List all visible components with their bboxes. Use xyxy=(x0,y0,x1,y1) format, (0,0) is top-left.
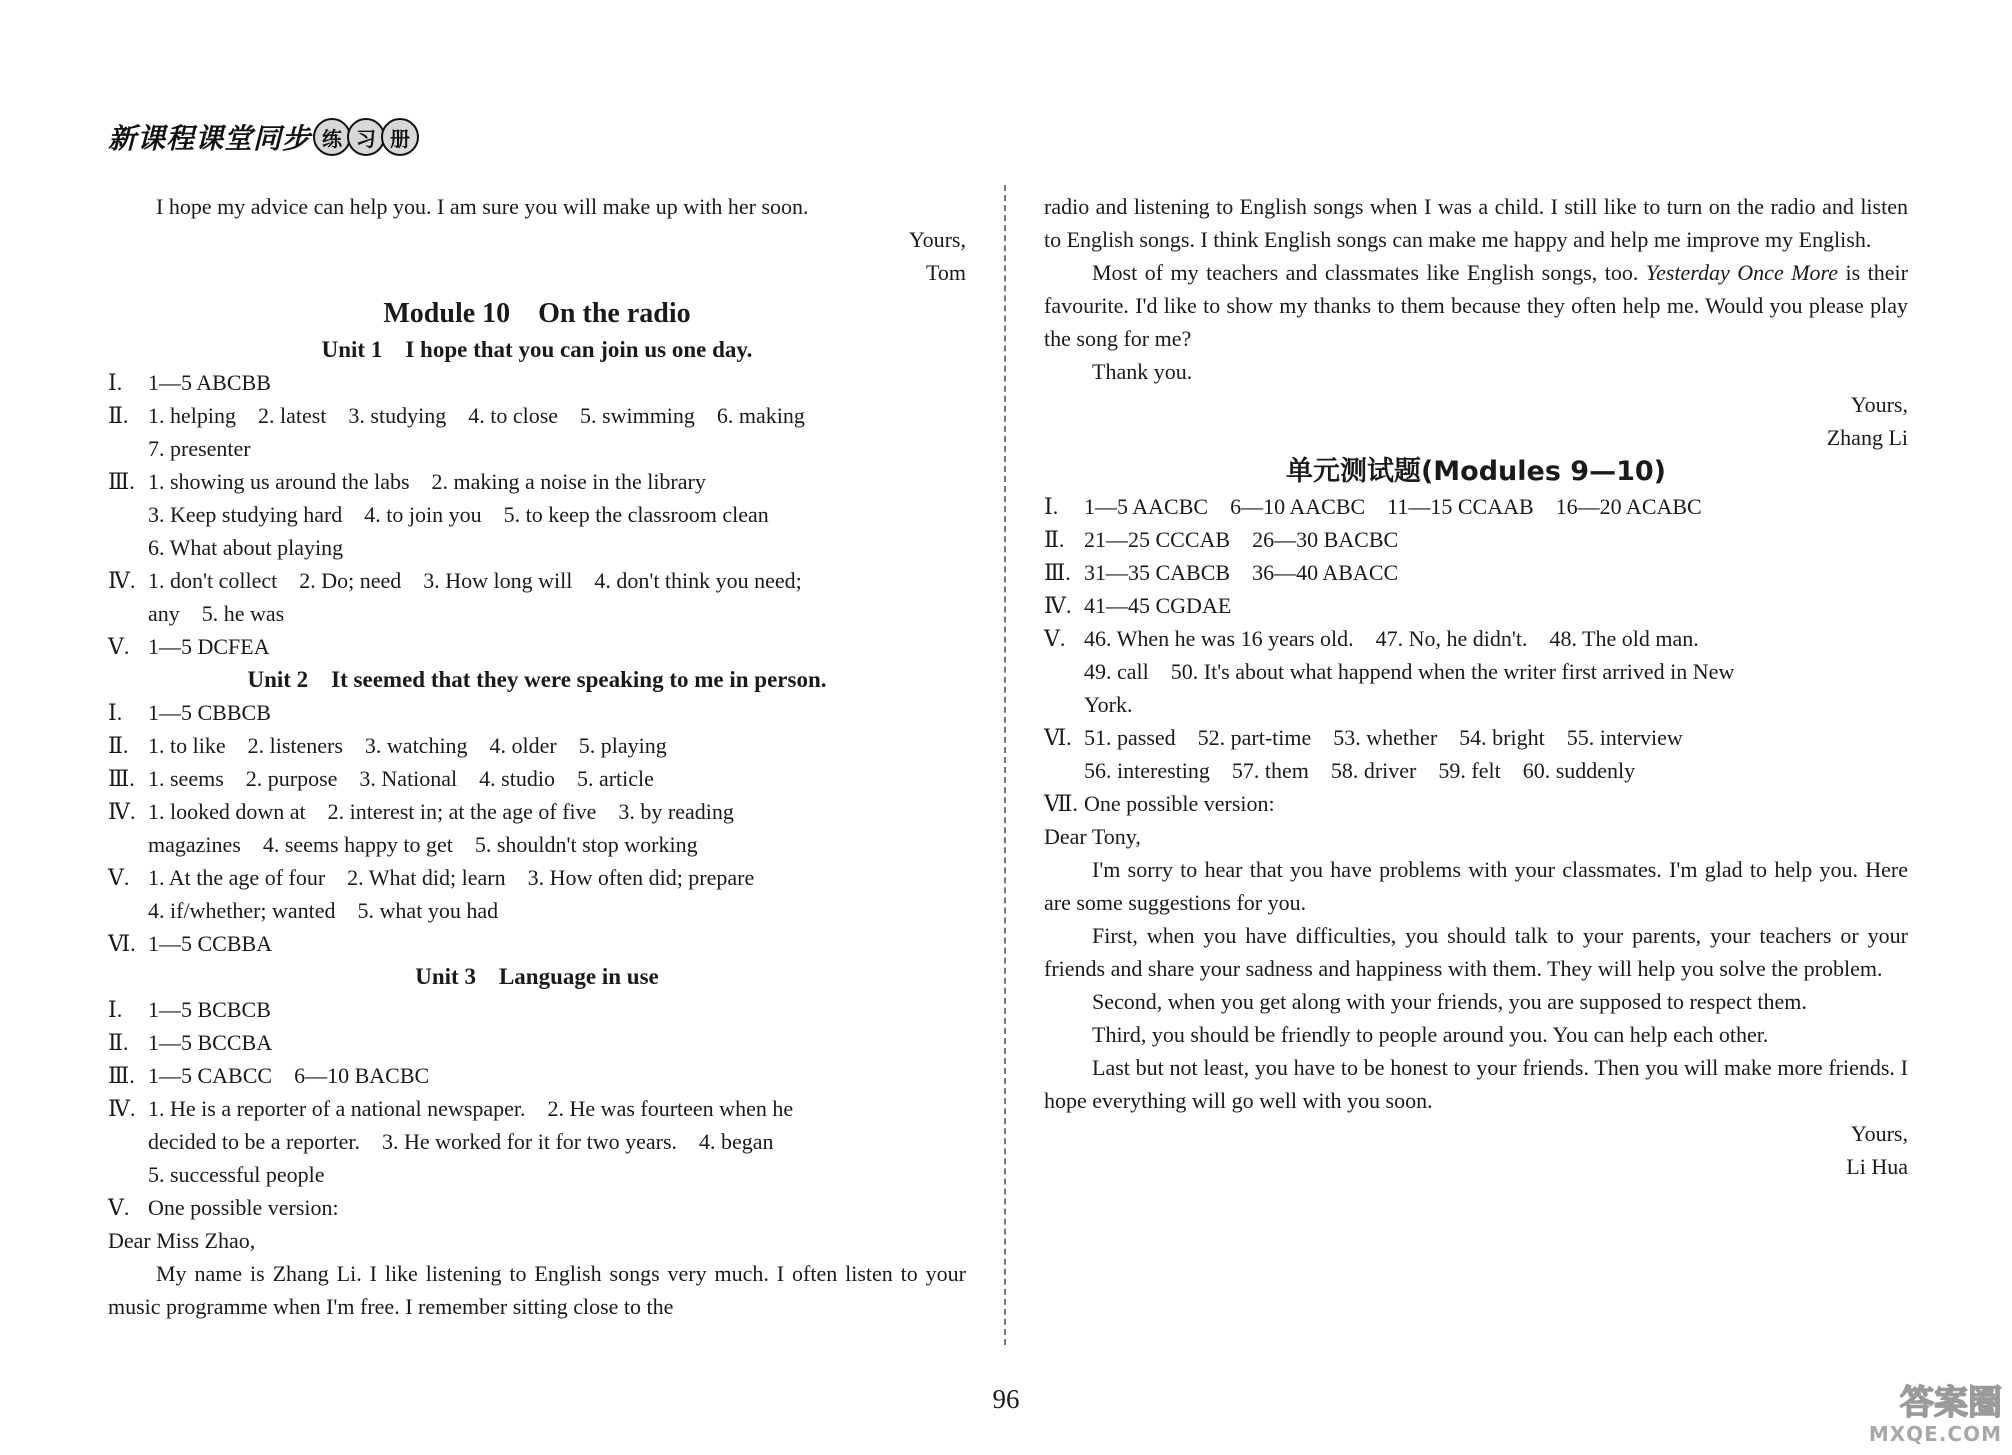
test-answers xyxy=(1044,490,1908,820)
letter-continuation: radio and listening to English songs when I was a child. I still like to turn on the radio and listen to English songs. I think English songs can make me happy and help me improve my English. xyxy=(1044,194,1908,252)
item-line: 1—5 DCFEA xyxy=(148,634,270,659)
letter-greeting: Dear Tony, xyxy=(1044,824,1141,849)
item-line: 1—5 CBBCB xyxy=(148,700,271,725)
item-line: 31—35 CABCB 36—40 ABACC xyxy=(1084,560,1399,585)
item-number: Ⅰ. xyxy=(108,700,123,725)
item-line: 1—5 AACBC 6—10 AACBC 11—15 CCAAB 16—20 ACABC xyxy=(1084,494,1702,519)
letter-closing: Yours, xyxy=(1850,392,1908,417)
item-line: any 5. he was xyxy=(148,601,285,626)
item-content xyxy=(148,795,966,861)
item-line: 1. don't collect 2. Do; need 3. How long will 4. don't think you need; xyxy=(148,568,802,593)
left-column xyxy=(108,190,966,1323)
item-number: Ⅶ. xyxy=(1044,791,1078,816)
item-line: decided to be a reporter. 3. He worked for it for two years. 4. began xyxy=(148,1129,774,1154)
letter-paragraph: First, when you have difficulties, you should talk to your parents, your teachers or your friends and share your sadness and happiness with them. They will help you solve the problem. xyxy=(1044,923,1908,981)
answer-item xyxy=(1044,622,1908,721)
answer-item xyxy=(108,399,966,465)
item-number: Ⅱ. xyxy=(108,733,129,758)
letter-paragraph: My name is Zhang Li. I like listening to English songs very much. I often listen to your music programme when I'm free. I remember sitting close to the xyxy=(108,1261,966,1319)
item-content xyxy=(148,1092,966,1191)
letter-paragraph-2 xyxy=(1044,256,1908,355)
item-line: 1. to like 2. listeners 3. watching 4. older 5. playing xyxy=(148,733,667,758)
item-content xyxy=(148,762,966,795)
item-content xyxy=(148,993,966,1026)
watermark-url: MXQE.COM xyxy=(1868,1422,2002,1446)
answer-item xyxy=(108,927,966,960)
item-line: 4. if/whether; wanted 5. what you had xyxy=(148,898,499,923)
unit2-answers xyxy=(108,696,966,960)
item-line: 21—25 CCCAB 26—30 BACBC xyxy=(1084,527,1399,552)
item-line: 3. Keep studying hard 4. to join you 5. to keep the classroom clean xyxy=(148,502,769,527)
item-number: Ⅱ. xyxy=(108,1030,129,1055)
answer-item xyxy=(1044,523,1908,556)
item-line: 46. When he was 16 years old. 47. No, he didn't. 48. The old man. xyxy=(1084,626,1699,651)
item-number: Ⅴ. xyxy=(108,1195,130,1220)
answer-item xyxy=(108,366,966,399)
unit1-title: Unit 1 I hope that you can join us one day. xyxy=(321,337,753,362)
book-brand-title: 新课程课堂同步 xyxy=(108,122,312,155)
item-content xyxy=(1084,556,1908,589)
item-number: Ⅰ. xyxy=(108,997,123,1022)
answer-item xyxy=(108,630,966,663)
item-number: Ⅲ. xyxy=(108,1063,135,1088)
item-number: Ⅳ. xyxy=(108,1096,136,1121)
item-number: Ⅴ. xyxy=(1044,626,1066,651)
answer-item xyxy=(108,696,966,729)
item-line: 1. At the age of four 2. What did; learn 3. How often did; prepare xyxy=(148,865,755,890)
answer-item xyxy=(108,993,966,1026)
unit1-answers xyxy=(108,366,966,663)
item-number: Ⅴ. xyxy=(108,865,130,890)
answer-item xyxy=(108,1191,966,1224)
item-content xyxy=(148,696,966,729)
answer-item xyxy=(1044,721,1908,787)
answer-item xyxy=(108,762,966,795)
item-number: Ⅲ. xyxy=(108,766,135,791)
item-content xyxy=(148,1191,966,1224)
answer-item xyxy=(108,465,966,564)
answer-item xyxy=(108,729,966,762)
answer-item xyxy=(1044,556,1908,589)
badge-3: 册 xyxy=(381,118,419,156)
letter-closing: Yours, xyxy=(1850,1121,1908,1146)
letter-closing: Yours, xyxy=(908,227,966,252)
letter-paragraph: Third, you should be friendly to people around you. You can help each other. xyxy=(1092,1022,1769,1047)
letter-signature: Li Hua xyxy=(1846,1154,1908,1179)
answer-item xyxy=(108,1092,966,1191)
item-line: 1—5 CABCC 6—10 BACBC xyxy=(148,1063,430,1088)
item-number: Ⅳ. xyxy=(108,568,136,593)
item-number: Ⅱ. xyxy=(1044,527,1065,552)
item-line: magazines 4. seems happy to get 5. shouldn't stop working xyxy=(148,832,698,857)
item-number: Ⅲ. xyxy=(108,469,135,494)
unit3-title: Unit 3 Language in use xyxy=(415,964,659,989)
item-line: 7. presenter xyxy=(148,436,251,461)
book-header xyxy=(108,112,419,162)
letter-paragraph: Last but not least, you have to be honest to your friends. Then you will make more friends. I hope everything will go well with you soon. xyxy=(1044,1055,1908,1113)
item-content xyxy=(148,564,966,630)
item-line: 1. seems 2. purpose 3. National 4. studio 5. article xyxy=(148,766,654,791)
item-line: 1—5 CCBBA xyxy=(148,931,273,956)
unit2-title: Unit 2 It seemed that they were speaking to me in person. xyxy=(247,667,827,692)
item-line: One possible version: xyxy=(148,1195,339,1220)
item-number: Ⅵ. xyxy=(108,931,136,956)
answer-item xyxy=(108,1059,966,1092)
item-content xyxy=(1084,787,1908,820)
right-column xyxy=(1044,190,1908,1183)
item-content xyxy=(148,465,966,564)
p2-end: is their favourite. I'd like to show my thanks to them because they often help me. Would you please play the song for me? xyxy=(1044,260,1908,351)
letter-thanks: Thank you. xyxy=(1092,359,1193,384)
item-content xyxy=(148,630,966,663)
item-line: One possible version: xyxy=(1084,791,1275,816)
brand-badges xyxy=(317,118,419,156)
answer-item xyxy=(108,861,966,927)
item-line: 1—5 BCCBA xyxy=(148,1030,273,1055)
item-line: 1. showing us around the labs 2. making a noise in the library xyxy=(148,469,706,494)
item-number: Ⅱ. xyxy=(108,403,129,428)
item-line: 49. call 50. It's about what happend when the writer first arrived in New xyxy=(1084,659,1735,684)
item-content xyxy=(1084,490,1908,523)
item-content xyxy=(1084,589,1908,622)
item-content xyxy=(1084,721,1908,787)
item-content xyxy=(1084,622,1908,721)
item-line: 1—5 ABCBB xyxy=(148,370,271,395)
column-divider xyxy=(1004,185,1006,1345)
page-number: 96 xyxy=(992,1384,1020,1414)
answer-item xyxy=(108,564,966,630)
item-number: Ⅳ. xyxy=(1044,593,1072,618)
item-content xyxy=(1084,523,1908,556)
item-line: 56. interesting 57. them 58. driver 59. felt 60. suddenly xyxy=(1084,758,1636,783)
item-content xyxy=(148,1059,966,1092)
site-watermark xyxy=(1812,1383,2002,1449)
song-title: Yesterday Once More xyxy=(1645,260,1839,285)
letter-paragraph: Second, when you get along with your friends, you are supposed to respect them. xyxy=(1092,989,1807,1014)
item-line: 1. looked down at 2. interest in; at the age of five 3. by reading xyxy=(148,799,734,824)
answer-item xyxy=(108,795,966,861)
item-line: 51. passed 52. part-time 53. whether 54. bright 55. interview xyxy=(1084,725,1683,750)
badge-1: 练 xyxy=(313,118,351,156)
letter-signature: Zhang Li xyxy=(1826,425,1908,450)
unit3-answers xyxy=(108,993,966,1224)
item-line: 1. helping 2. latest 3. studying 4. to close 5. swimming 6. making xyxy=(148,403,805,428)
p2-start: Most of my teachers and classmates like English songs, too. xyxy=(1092,260,1646,285)
item-number: Ⅰ. xyxy=(108,370,123,395)
item-number: Ⅵ. xyxy=(1044,725,1072,750)
letter-greeting: Dear Miss Zhao, xyxy=(108,1228,256,1253)
item-content xyxy=(148,729,966,762)
letter-end-paragraph: I hope my advice can help you. I am sure you will make up with her soon. xyxy=(156,194,809,219)
item-content xyxy=(148,861,966,927)
item-line: 1. He is a reporter of a national newspaper. 2. He was fourteen when he xyxy=(148,1096,794,1121)
badge-2: 习 xyxy=(347,118,385,156)
answer-item xyxy=(1044,787,1908,820)
item-content xyxy=(148,366,966,399)
item-number: Ⅴ. xyxy=(108,634,130,659)
letter-signature: Tom xyxy=(925,260,966,285)
answer-item xyxy=(1044,490,1908,523)
item-line: York. xyxy=(1084,692,1133,717)
unit-test-title: 单元测试题(Modules 9—10) xyxy=(1285,456,1667,487)
item-number: Ⅰ. xyxy=(1044,494,1059,519)
item-content xyxy=(148,927,966,960)
module-title: Module 10 On the radio xyxy=(383,298,691,329)
item-content xyxy=(148,1026,966,1059)
item-line: 5. successful people xyxy=(148,1162,325,1187)
watermark-logo-text: 答案圈 xyxy=(1900,1383,2002,1423)
item-number: Ⅲ. xyxy=(1044,560,1071,585)
item-number: Ⅳ. xyxy=(108,799,136,824)
letter-paragraph: I'm sorry to hear that you have problems with your classmates. I'm glad to help you. Here are some suggestions for you. xyxy=(1044,857,1908,915)
item-line: 6. What about playing xyxy=(148,535,344,560)
item-line: 1—5 BCBCB xyxy=(148,997,271,1022)
item-content xyxy=(148,399,966,465)
answer-item xyxy=(1044,589,1908,622)
answer-item xyxy=(108,1026,966,1059)
item-line: 41—45 CGDAE xyxy=(1084,593,1232,618)
